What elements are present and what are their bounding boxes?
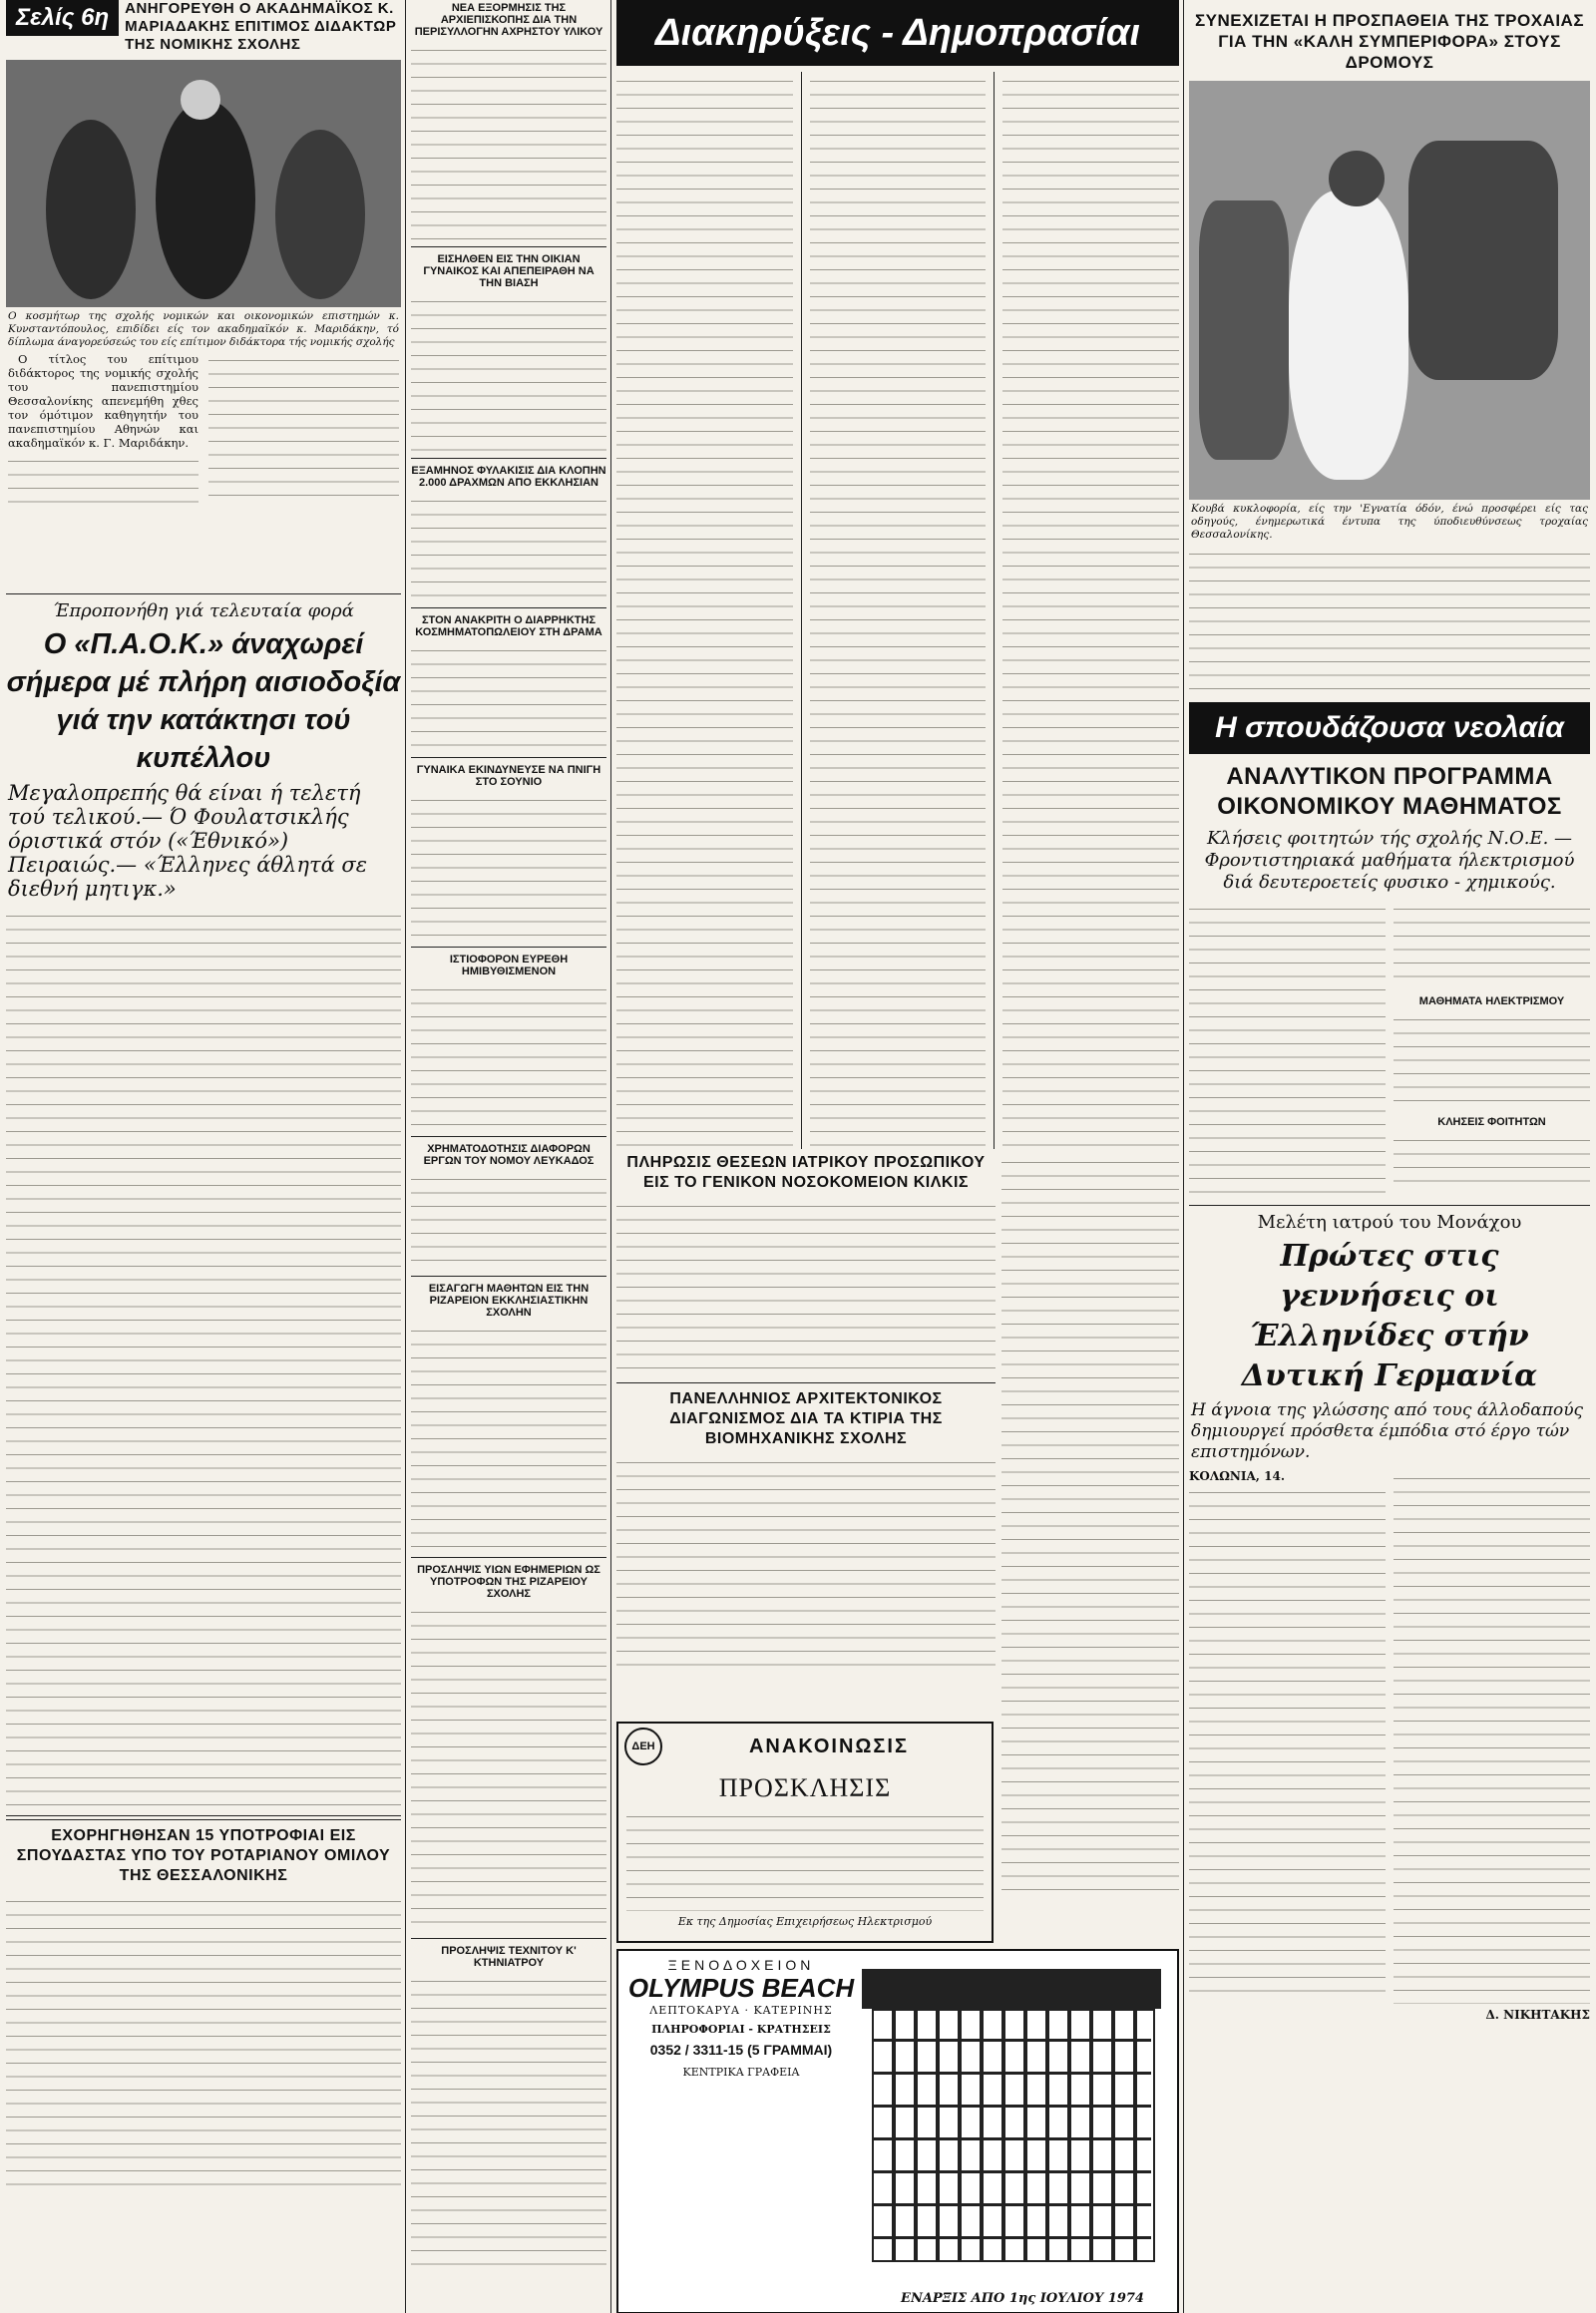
- column-3: [616, 0, 1179, 2313]
- medical-staff-headline: ΠΛΗΡΩΣΙΣ ΘΕΣΕΩΝ ΙΑΤΡΙΚΟΥ ΠΡΟΣΩΠΙΚΟΥ ΕΙΣ ΤΟ ΓΕΝΙΚΟΝ ΝΟΣΟΚΟΜΕΙΟΝ ΚΙΛΚΙΣ: [626, 1154, 986, 1191]
- column-4: [1189, 0, 1590, 2313]
- dei-logo: ΔΕΗ: [624, 1728, 662, 1765]
- paok-subheadline: Μεγαλοπρεπής θά είναι ή τελετή τού τελικού.— Ό Φουλατσικλής όριστικά στόν («Έθνικό») Πειραιώς.— «Έλληνες άθλητά σε διεθνή μητιγκ.»: [8, 781, 368, 901]
- study-kicker: Μελέτη ιατρού του Μονάχου: [1257, 1212, 1522, 1233]
- news-headline: ΠΡΟΣΛΗΨΙΣ ΥΙΩΝ ΕΦΗΜΕΡΙΩΝ ΩΣ ΥΠΟΤΡΟΦΩΝ ΤΗΣ ΡΙΖΑΡΕΙΟΥ ΣΧΟΛΗΣ: [417, 1564, 600, 1600]
- news-text-block: [411, 641, 606, 751]
- students-text: [1394, 1131, 1590, 1191]
- column-1: [6, 0, 401, 2313]
- news-text-block: [411, 492, 606, 601]
- announce-title: ΑΝΑΚΟΙΝΩΣΙΣ: [748, 1735, 909, 1757]
- paok-headline: Ο «Π.Α.Ο.Κ.» άναχωρεί σήμερα μέ πλήρη αισιοδοξία γιά την κατάκτησι τού κυπέλλου: [6, 628, 401, 774]
- tenders-subcol-1: [616, 72, 793, 1149]
- headline-academic: ΑΝΗΓΟΡΕΥΘΗ Ο ΑΚΑΔΗΜΑΪΚΟΣ Κ. ΜΑΡΙΑΔΑΚΗΣ ΕΠΙΤΙΜΟΣ ΔΙΔΑΚΤΩΡ ΤΗΣ ΝΟΜΙΚΗΣ ΣΧΟΛΗΣ: [125, 0, 397, 53]
- tenders-subcol-3: [1002, 72, 1179, 1149]
- news-text-block: [411, 1603, 606, 1932]
- invite-signature: Εκ της Δημοσίας Επιχειρήσεως Ηλεκτρισμού: [677, 1915, 933, 1928]
- program-subheadline: Κλήσεις φοιτητών τής σχολής Ν.Ο.Ε. — Φροντιστηριακά μαθήματα ήλεκτρισμού διά δευτεροετείς φυσικο - χημικούς.: [1204, 828, 1575, 893]
- news-text-block: [411, 1322, 606, 1551]
- paok-kicker: Έπροπονήθη γιά τελευταία φορά: [53, 600, 354, 621]
- study-text-left: [1189, 1483, 1386, 2002]
- tenders-banner: Διακηρύξεις - Δημοπρασίαι: [616, 0, 1179, 66]
- news-headline: ΧΡΗΜΑΤΟΔΟΤΗΣΙΣ ΔΙΑΦΟΡΩΝ ΕΡΓΩΝ ΤΟΥ ΝΟΜΟΥ ΛΕΥΚΑΔΟΣ: [423, 1143, 595, 1167]
- news-headline: ΝΕΑ ΕΞΟΡΜΗΣΙΣ ΤΗΣ ΑΡΧΙΕΠΙΣΚΟΠΗΣ ΔΙΑ ΤΗΝ ΠΕΡΙΣΥΛΛΟΓΗΝ ΑΧΡΗΣΤΟΥ ΥΛΙΚΟΥ: [414, 2, 603, 38]
- section-badge: Σελίς 6η: [6, 0, 119, 36]
- news-text-block: [411, 1170, 606, 1270]
- architecture-headline: ΠΑΝΕΛΛΗΝΙΟΣ ΑΡΧΙΤΕΚΤΟΝΙΚΟΣ ΔΙΑΓΩΝΙΣΜΟΣ ΔΙΑ ΤΑ ΚΤΙΡΙΑ ΤΗΣ ΒΙΟΜΗΧΑΝΙΚΗΣ ΣΧΟΛΗΣ: [669, 1390, 943, 1447]
- hotel-office: ΚΕΝΤΡΙΚΑ ΓΡΑΦΕΙΑ: [682, 2066, 800, 2079]
- photo-traffic: [1189, 81, 1590, 500]
- tenders-subcol-3-cont: [1001, 1153, 1179, 1891]
- hotel-ad: [616, 1949, 1179, 2313]
- study-text-right: [1394, 1469, 1590, 2004]
- youth-banner: Η σπουδάζουσα νεολαία: [1189, 702, 1590, 754]
- news-headline: ΕΞΑΜΗΝΟΣ ΦΥΛΑΚΙΣΙΣ ΔΙΑ ΚΛΟΠΗΝ 2.000 ΔΡΑΧΜΩΝ ΑΠΟ ΕΚΚΛΗΣΙΑΝ: [411, 465, 606, 489]
- paok-text-block: [6, 907, 401, 1809]
- electricity-subheading: ΜΑΘΗΜΑΤΑ ΗΛΕΚΤΡΙΣΜΟΥ: [1418, 995, 1565, 1007]
- study-subheadline: Η άγνοια της γλώσσης από τους άλλοδαπούς δημιουργεί πρόσθετα έμπόδια στό έργο τών επιστημόνων.: [1191, 1400, 1584, 1462]
- students-subheading: ΚΛΗΣΕΙΣ ΦΟΙΤΗΤΩΝ: [1437, 1116, 1546, 1128]
- news-text-block: [411, 292, 606, 452]
- news-text-block: [411, 980, 606, 1130]
- author-signature: Δ. ΝΙΚΗΤΑΚΗΣ: [1485, 2008, 1590, 2022]
- electricity-text: [1394, 1010, 1590, 1110]
- traffic-text-block: [1189, 545, 1590, 694]
- news-headline: ΕΙΣΗΛΘΕΝ ΕΙΣ ΤΗΝ ΟΙΚΙΑΝ ΓΥΝΑΙΚΟΣ ΚΑΙ ΑΠΕΠΕΙΡΑΘΗ ΝΑ ΤΗΝ ΒΙΑΣΗ: [423, 253, 595, 289]
- news-text-block: [411, 41, 606, 240]
- photo-caption: Ο κοσμήτωρ της σχολής νομικών και οικονομικών επιστημών κ. Κυνσταντόπουλος, επιδίδει είς τον ακαδημαϊκόν κ. Μαριδάκην, τό δίπλωμα άναγορεύσεώς του είς επίτιμον διδάκτορα τής νομικής σχολής: [8, 310, 399, 348]
- medical-staff-text: [616, 1197, 996, 1376]
- program-text-left: [1189, 900, 1386, 1199]
- traffic-photo-caption: Κουβά κυκλοφορία, είς την 'Εγνατία όδόν, ένώ προσφέρει είς τας οδηγούς, ένημερωτικά έντυπα της ύποδιευθύνσεως τροχαίας Θεσσαλονίκης.: [1191, 503, 1588, 541]
- news-headline: ΙΣΤΙΟΦΟΡΟΝ ΕΥΡΕΘΗ ΗΜΙΒΥΘΙΣΜΕΝΟΝ: [449, 954, 569, 977]
- invite-text: [626, 1807, 984, 1911]
- study-dateline: ΚΟΛΩΝΙΑ, 14.: [1189, 1469, 1285, 1483]
- hotel-name: OLYMPUS BEACH: [627, 1973, 855, 2003]
- news-text-block: [411, 791, 606, 941]
- photo-ceremony: [6, 60, 401, 307]
- scholarship-text-block: [6, 1892, 401, 2191]
- hotel-opening: ΕΝΑΡΞΙΣ ΑΠΟ 1ης ΙΟΥΛΙΟΥ 1974: [901, 2291, 1144, 2306]
- dei-announcement: [616, 1722, 994, 1943]
- hotel-info: ΠΛΗΡΟΦΟΡΙΑΙ - ΚΡΑΤΗΣΕΙΣ: [651, 2023, 831, 2036]
- hotel-place: ΛΕΠΤΟΚΑΡΥΑ · ΚΑΤΕΡΙΝΗΣ: [649, 2004, 833, 2017]
- news-headline: ΠΡΟΣΛΗΨΙΣ ΤΕΧΝΙΤΟΥ Κ' ΚΤΗΝΙΑΤΡΟΥ: [441, 1945, 577, 1969]
- hotel-building-illustration: [862, 1969, 1161, 2268]
- study-headline: Πρώτες στις γεννήσεις οι Έλληνίδες στήν Δυτική Γερμανία: [1241, 1239, 1538, 1393]
- architecture-text: [616, 1453, 996, 1668]
- invite-title: ΠΡΟΣΚΛΗΣΙΣ: [718, 1773, 892, 1802]
- program-headline: ΑΝΑΛΥΤΙΚΟΝ ΠΡΟΓΡΑΜΜΑ ΟΙΚΟΝΟΜΙΚΟΥ ΜΑΘΗΜΑΤΟΣ: [1217, 763, 1562, 820]
- article-body: Ο τίτλος του επίτιμου διδάκτορος της νομικής σχολής του πανεπιστημίου Θεσσαλονίκης απενεμήθη χθες τον όμότιμον καθηγητήν του πανεπιστημίου Αθηνών και ακαδημαϊκόν κ. Γ. Μαριδάκην.: [8, 352, 199, 450]
- news-headline: ΓΥΝΑΙΚΑ ΕΚΙΝΔΥΝΕΥΣΕ ΝΑ ΠΝΙΓΗ ΣΤΟ ΣΟΥΝΙΟ: [416, 764, 601, 788]
- news-headline: ΣΤΟΝ ΑΝΑΚΡΙΤΗ Ο ΔΙΑΡΡΗΚΤΗΣ ΚΟΣΜΗΜΑΤΟΠΩΛΕΙΟΥ ΣΤΗ ΔΡΑΜΑ: [415, 614, 602, 638]
- hotel-kicker: ΞΕΝΟΔΟΧΕΙΟΝ: [667, 1957, 815, 1973]
- program-text-right: [1394, 900, 1590, 989]
- news-text-block: [411, 1972, 606, 2271]
- tenders-subcol-2: [810, 72, 987, 1149]
- traffic-headline: ΣΥΝΕΧΙΖΕΤΑΙ Η ΠΡΟΣΠΑΘΕΙΑ ΤΗΣ ΤΡΟΧΑΙΑΣ ΓΙΑ ΤΗΝ «ΚΑΛΗ ΣΥΜΠΕΡΙΦΟΡΑ» ΣΤΟΥΣ ΔΡΟΜΟΥΣ: [1194, 11, 1585, 72]
- news-headline: ΕΙΣΑΓΩΓΗ ΜΑΘΗΤΩΝ ΕΙΣ ΤΗΝ ΡΙΖΑΡΕΙΟΝ ΕΚΚΛΗΣΙΑΣΤΙΚΗΝ ΣΧΟΛΗΝ: [428, 1283, 590, 1319]
- scholarship-headline: ΕΧΟΡΗΓΗΘΗΣΑΝ 15 ΥΠΟΤΡΟΦΙΑΙ ΕΙΣ ΣΠΟΥΔΑΣΤΑΣ ΥΠΟ ΤΟΥ ΡΟΤΑΡΙΑΝΟΥ ΟΜΙΛΟΥ ΤΗΣ ΘΕΣΣΑΛΟΝΙΚΗΣ: [16, 1827, 391, 1884]
- hotel-phone: 0352 / 3311-15 (5 ΓΡΑΜΜΑΙ): [649, 2042, 833, 2058]
- column-2: [411, 0, 606, 2313]
